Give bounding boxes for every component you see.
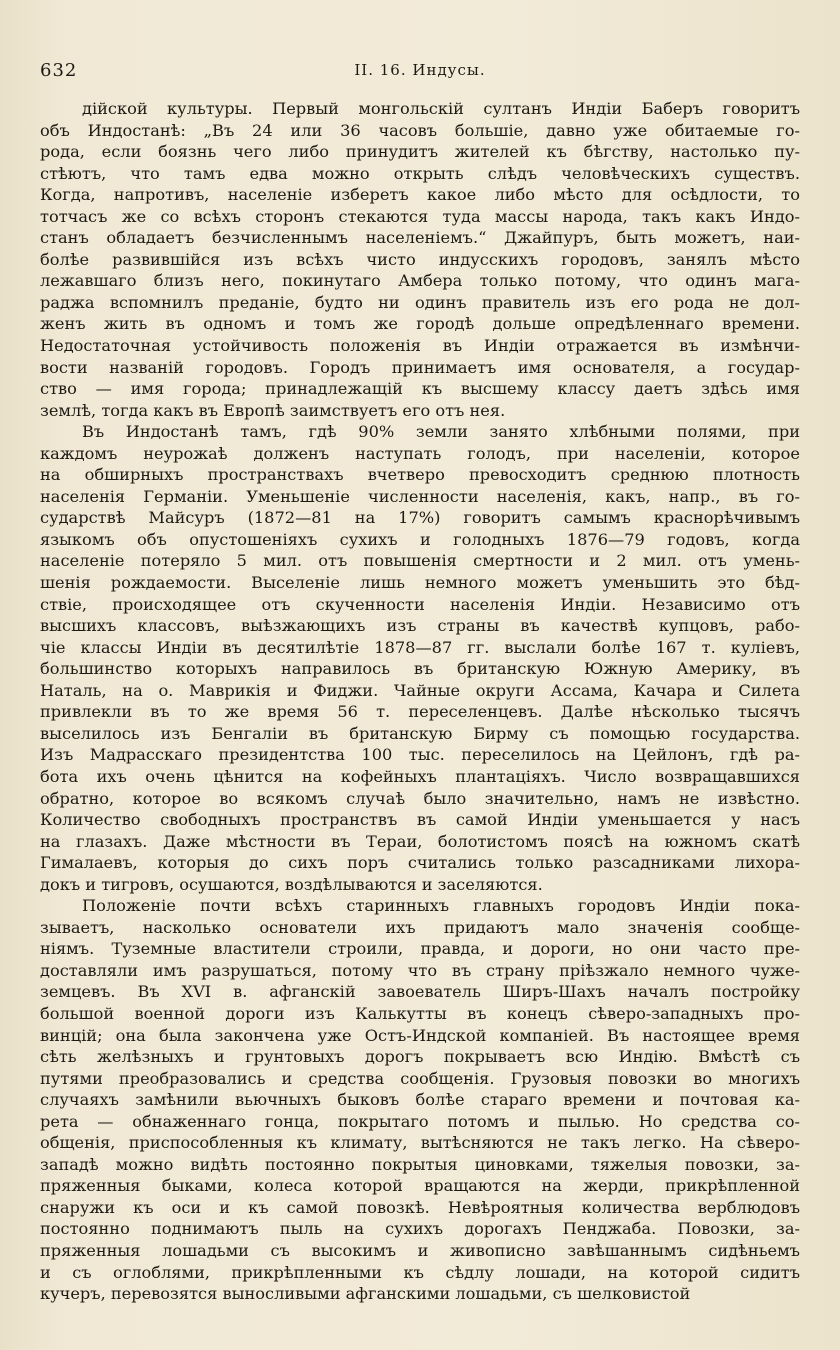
text-line: дійской культуры. Первый монгольскій султанъ Индіи Баберъ говоритъ [82, 99, 800, 118]
text-line: бота ихъ очень цѣнится на кофейныхъ плантаціяхъ. Число возвращавшихся [40, 766, 800, 786]
text-line: Наталь, на о. Маврикія и Фиджи. Чайные округи Ассама, Качара и Силета [40, 680, 800, 700]
text-line: большой военной дороги изъ Калькутты въ конецъ сѣверо-западныхъ про- [40, 1003, 800, 1023]
text-line: землѣ, тогда какъ въ Европѣ заимствуетъ его отъ нея. [40, 400, 506, 420]
text-line: рода, если боязнь чего либо принудитъ жителей къ бѣгству, настолько пу- [40, 142, 800, 162]
text-line: пряженныя лошадьми съ высокимъ и живописно завѣшаннымъ сидѣньемъ [40, 1240, 800, 1260]
text-line: чіе классы Индіи въ десятилѣтіе 1878—87 гг. выслали болѣе 167 т. куліевъ, [40, 637, 800, 657]
text-line: выселилось изъ Бенгаліи въ британскую Бирму съ помощью государства. [40, 723, 800, 743]
text-line: Изъ Мадрасскаго президентства 100 тыс. переселилось на Цейлонъ, гдѣ ра- [40, 745, 800, 765]
text-line: Въ Индостанѣ тамъ, гдѣ 90% земли занято хлѣбными полями, при [82, 422, 800, 442]
text-line: привлекли въ то же время 56 т. переселенцевъ. Далѣе нѣсколько тысячъ [40, 702, 800, 722]
text-line: высшихъ классовъ, выѣзжающихъ изъ страны въ качествѣ купцовъ, рабо- [40, 616, 800, 636]
text-line: Когда, напротивъ, населеніе изберетъ какое либо мѣсто для осѣдлости, то [40, 185, 800, 205]
text-line: населенія Германіи. Уменьшеніе численности населенія, какъ, напр., въ го- [40, 486, 800, 506]
text-line: ніямъ. Туземные властители строили, правда, и дороги, но они часто пре- [40, 939, 800, 959]
text-line: докъ и тигровъ, осушаются, воздѣлываются и заселяются. [40, 874, 543, 894]
text-line: вости названій городовъ. Городъ принимаетъ имя основателя, а государ- [40, 357, 800, 377]
text-line: пряженныя быками, колеса которой вращаются на жерди, прикрѣпленной [40, 1176, 800, 1196]
text-line: шенія рождаемости. Выселеніе лишь немного можетъ уменьшить это бѣд- [40, 573, 800, 593]
text-line: Количество свободныхъ пространствъ въ самой Индіи уменьшается у насъ [40, 810, 800, 830]
paragraph-1 [40, 98, 800, 421]
page-header [40, 60, 800, 84]
text-line: земцевъ. Въ XVI в. афганскій завоеватель Ширъ-Шахъ началъ постройку [40, 982, 800, 1002]
text-line: общенія, приспособленныя къ климату, вытѣсняются не такъ легко. На сѣверо- [40, 1133, 800, 1153]
body-text [40, 98, 800, 1305]
text-line: объ Индостанѣ: „Въ 24 или 36 часовъ большіе, давно уже обитаемые го- [40, 120, 800, 140]
text-line: стѣютъ, что тамъ едва можно открыть слѣдъ человѣческихъ существъ. [40, 163, 800, 183]
text-line: и съ оглоблями, прикрѣпленными къ сѣдлу лошади, на которой сидитъ [40, 1262, 800, 1282]
paragraph-3 [40, 895, 800, 1304]
text-line: станъ обладаетъ безчисленнымъ населеніемъ.“ Джайпуръ, быть можетъ, наи- [40, 228, 800, 248]
text-line: лежавшаго близъ него, покинутаго Амбера только потому, что одинъ мага- [40, 271, 800, 291]
text-line: сударствѣ Майсуръ (1872—81 на 17%) говоритъ самымъ краснорѣчивымъ [40, 508, 800, 528]
text-line: языкомъ объ опустошеніяхъ сухихъ и голодныхъ 1876—79 годовъ, когда [40, 529, 800, 549]
text-line: снаружи къ оси и къ самой повозкѣ. Невѣроятныя количества верблюдовъ [40, 1197, 800, 1217]
text-line: путями преобразовались и средства сообщенія. Грузовыя повозки во многихъ [40, 1068, 800, 1088]
text-line: винцій; она была закончена уже Остъ-Индской компаніей. Въ настоящее время [40, 1025, 800, 1045]
text-line: рета — обнаженнаго гонца, покрытаго потомъ и пылью. Но средства со- [40, 1111, 800, 1131]
text-line: обратно, которое во всякомъ случаѣ было значительно, намъ не извѣстно. [40, 788, 800, 808]
text-line: кучеръ, перевозятся выносливыми афганскими лошадьми, съ шелковистой [40, 1284, 691, 1304]
text-line: раджа вспомнилъ преданіе, будто ни одинъ правитель изъ его рода не дол- [40, 292, 800, 312]
text-line: каждомъ неурожаѣ долженъ наступать голодъ, при населеніи, которое [40, 443, 800, 463]
text-line: случаяхъ замѣнили вьючныхъ быковъ болѣе стараго времени и почтовая ка- [40, 1090, 800, 1110]
text-line: ство — имя города; принадлежащій къ высшему классу даетъ здѣсь имя [40, 379, 800, 399]
text-line: тотчасъ же со всѣхъ сторонъ стекаются туда массы народа, такъ какъ Индо- [40, 206, 800, 226]
paragraph-2 [40, 421, 800, 895]
page-number: 632 [40, 60, 78, 81]
text-line: Гималаевъ, которыя до сихъ поръ считались только разсадниками лихора- [40, 853, 800, 873]
running-head: II. 16. Индусы. [354, 61, 486, 79]
text-line: на глазахъ. Даже мѣстности въ Тераи, болотистомъ поясѣ на южномъ скатѣ [40, 831, 800, 851]
text-line: сѣть желѣзныхъ и грунтовыхъ дорогъ покрываетъ всю Индію. Вмѣстѣ съ [40, 1047, 800, 1067]
text-line: постоянно поднимаютъ пыль на сухихъ дорогахъ Пенджаба. Повозки, за- [40, 1219, 800, 1239]
text-line: ствіе, происходящее отъ скученности населенія Индіи. Независимо отъ [40, 594, 800, 614]
text-line: зываетъ, насколько основатели ихъ придаютъ мало значенія сообще- [40, 917, 800, 937]
text-line: женъ жить въ одномъ и томъ же городѣ дольше опредѣленнаго времени. [40, 314, 800, 334]
text-line: на обширныхъ пространствахъ вчетверо превосходитъ среднюю плотность [40, 465, 800, 485]
text-line: Недостаточная устойчивость положенія въ Индіи отражается въ измѣнчи- [40, 336, 800, 356]
text-line: населеніе потеряло 5 мил. отъ повышенія смертности и 2 мил. отъ умень- [40, 551, 800, 571]
text-line: западѣ можно видѣть постоянно покрытыя циновками, тяжелыя повозки, за- [40, 1154, 800, 1174]
text-line: доставляли имъ разрушаться, потому что въ страну пріѣзжало немного чуже- [40, 960, 800, 980]
text-line: большинство которыхъ направилось въ британскую Южную Америку, въ [40, 659, 800, 679]
text-line: Положеніе почти всѣхъ старинныхъ главныхъ городовъ Индіи пока- [82, 896, 800, 916]
text-line: болѣе развившійся изъ всѣхъ чисто индусскихъ городовъ, занялъ мѣсто [40, 249, 800, 269]
